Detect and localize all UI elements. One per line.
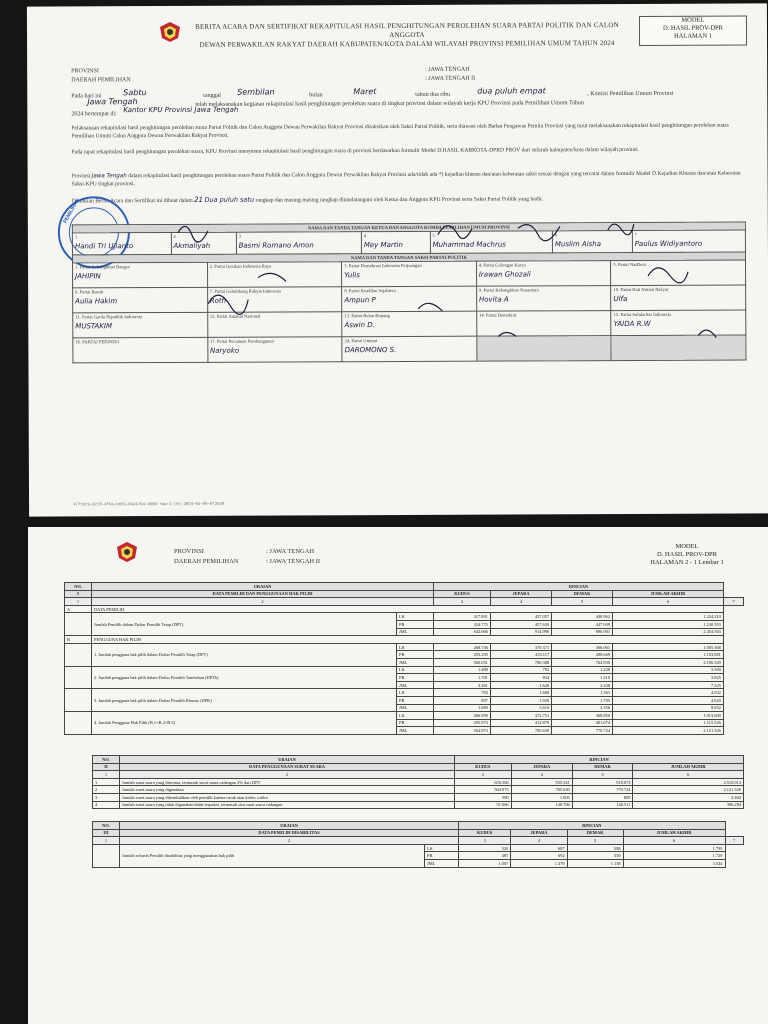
value-cell: 1.795 [623, 844, 725, 852]
value-cell: 2.106.349 [613, 658, 724, 666]
index-cell: 7 [723, 598, 743, 606]
saksi-party-label: 5. Partai NasDem [613, 261, 646, 268]
saksi-name: JAHIPIN [75, 272, 101, 281]
value-cell: 457.057 [490, 613, 551, 621]
t2-h-jumlah: JUMLAH AKHIR [633, 763, 744, 771]
saksi-name: MUSTAKIM [75, 322, 113, 331]
row-sex-code: PR [397, 696, 434, 704]
provinsi-handwritten: Jawa Tengah [87, 97, 138, 107]
value-cell: 1.561 [552, 689, 613, 697]
value-cell: 7.325 [613, 681, 724, 689]
index-cell: 2 [92, 598, 434, 606]
t3-h-kudus: KUDUS [459, 829, 511, 837]
value-cell: 2.404 [633, 793, 744, 801]
row-no [65, 643, 92, 666]
row-no [93, 844, 120, 867]
value-cell: 386.284 [633, 801, 744, 809]
saksi-name: Aulia Hakim [75, 297, 118, 306]
value-cell: 412.879 [490, 719, 551, 727]
value-cell: 2.121.326 [633, 786, 744, 794]
row-label: 3. Jumlah pengguna hak pilih dalam Daftar Pemilih Khusus (DPK) [92, 689, 397, 712]
index-cell: 5 [552, 598, 613, 606]
row-no [65, 613, 92, 636]
saksi-party-label: 16. PARTAI PERINDO [75, 339, 119, 345]
value-cell: 564.973 [455, 786, 512, 794]
row-sex-code: PR [425, 852, 459, 860]
value-cell: 366.061 [552, 643, 613, 651]
kpu-member-no: 4 [363, 233, 367, 239]
index-cell: 1 [65, 598, 92, 606]
tanggal-value: Sembilan [237, 87, 275, 97]
value-cell: 487 [459, 852, 511, 860]
paragraph-2: Pada rapat rekapitulasi hasil penghitungan perolehan suara, KPU Provinsi menyusun rekapitulasi hasil penghitungan suara di provinsi berdasarkan formulir Model D.HASIL KABKOTA-DPRD PROV dari seluruh kabupaten/kota dalam wilayah provinsi. [71, 146, 640, 156]
tahun-value: dua puluh empat [477, 86, 546, 96]
row-label: 2. Jumlah pengguna hak pilih dalam Daftar Pemilih Tambahan (DPTb) [92, 666, 397, 689]
p2-provinsi-value: : JAWA TENGAH [266, 548, 315, 555]
t1-h-no: NO. [65, 583, 92, 591]
saksi-party-label: 15. Partai Solidaritas Indonesia [613, 311, 672, 318]
value-cell: 914.996 [490, 628, 551, 636]
row-no [65, 712, 92, 735]
value-cell: 370.371 [490, 643, 551, 651]
value-cell: 1.480 [434, 666, 491, 674]
value-cell: 809 [572, 793, 633, 801]
value-cell: 1.007 [459, 859, 511, 867]
value-cell: 401.674 [552, 719, 613, 727]
value-cell: 447.939 [552, 620, 613, 628]
value-cell: 372.751 [490, 712, 551, 720]
t1-h-demak: DEMAK [552, 590, 613, 598]
kpu-member-no: 2 [173, 233, 176, 239]
surat-suara-row [93, 793, 744, 801]
value-cell: 656.566 [455, 778, 512, 786]
value-cell: 148.706 [511, 801, 572, 809]
value-cell: 1.230.353 [613, 620, 724, 628]
row-sex-code: JML [425, 859, 459, 867]
t1-h-uraian: URAIAN [92, 583, 434, 591]
value-cell: 896.901 [552, 628, 613, 636]
saksi-party-label: 2. Partai Gerakan Indonesia Raya [209, 263, 272, 269]
value-cell: 1.210 [552, 674, 613, 682]
kpu-member-no: 7 [634, 231, 637, 237]
kpu-member-name: Muhammad Machrus [432, 240, 506, 249]
value-cell: 918.073 [572, 778, 633, 786]
tempat-value: Kantor KPU Provinsi Jawa Tengah [123, 105, 239, 115]
row-no: 2 [93, 786, 120, 794]
t2-h-no: NO. [93, 756, 120, 764]
value-cell: 368.850 [552, 712, 613, 720]
value-cell: 692 [511, 852, 567, 860]
value-cell: 687 [511, 844, 567, 852]
model-box: MODEL D. HASIL PROV-DPR HALAMAN 1 [639, 15, 747, 45]
t1-index-row [65, 598, 744, 606]
t3-h-no: NO. [93, 822, 120, 830]
row-label: Jumlah surat suara yang digunakan [120, 786, 455, 794]
value-cell: 1.379 [511, 859, 567, 867]
value-cell: 785.630 [490, 727, 551, 735]
data-row [65, 666, 744, 674]
signature-strokes [88, 215, 759, 378]
t3-h-sub-no: III [93, 829, 120, 837]
value-cell: 266.999 [434, 712, 491, 720]
saksi-party-label: 4. Partai Golongan Karya [478, 262, 526, 268]
saksi-name: DAROMONO S. [344, 346, 397, 355]
t1-h-jumlah: JUMLAH AKHIR [613, 590, 724, 598]
saksi-party-label: 14. Partai Demokrat [479, 312, 517, 318]
value-cell: 2.121.326 [613, 727, 724, 735]
t2-h-kudus: KUDUS [455, 763, 512, 771]
bulan-value: Maret [353, 87, 377, 97]
t1-sec-b: PENGGUNA HAK PILIH [92, 636, 724, 644]
t3-h-jepara: JEPARA [511, 829, 567, 837]
index-cell: 6 [613, 598, 724, 606]
saksi-party-label: 3. Partai Demokrasi Indonesia Perjuangan [344, 262, 422, 269]
value-cell: 1.680 [434, 704, 491, 712]
page-2-sheet [28, 527, 768, 1024]
daerah-label: DAERAH PEMILIHAN [71, 77, 131, 84]
t1-h-kudus: KUDUS [434, 590, 491, 598]
kpu-member-name: Basmi Romano Amon [238, 241, 314, 250]
row-label: 4. Jumlah Pengguna Hak Pilih (B.1+B.2+B.3) [92, 712, 397, 735]
row-no [65, 689, 92, 712]
intro-label: Pada hari ini [71, 93, 102, 100]
value-cell: 4.032 [613, 689, 724, 697]
t1-sec-a: DATA PEMILIH [92, 605, 724, 613]
row-sex-code: JML [397, 681, 434, 689]
value-cell: 1.005 [511, 793, 572, 801]
document-id: 4771bc9-8270-4f9a-b653-84a1794-9586-raw-1-(0)-2024-03-09-073528 [73, 502, 225, 508]
kpu-logo-icon-2 [116, 541, 138, 563]
index-cell: 4 [511, 771, 572, 779]
saksi-name: Roth [209, 296, 227, 305]
data-row [65, 613, 744, 621]
value-cell: 642.666 [434, 628, 491, 636]
surat-suara-row [93, 786, 744, 794]
row-sex-code: LK [397, 643, 434, 651]
value-cell: 2.454.563 [613, 628, 724, 636]
saksi-name: Naryoko [209, 346, 240, 355]
value-cell: 897 [434, 696, 491, 704]
saksi-name: Yulis [344, 271, 360, 280]
saksi-party-label: 1. Partai Kebangkitan Bangsa [75, 264, 130, 270]
t3-h-demak: DEMAK [567, 829, 623, 837]
value-cell: 785.630 [511, 786, 572, 794]
t2-index-row [93, 771, 744, 779]
index-cell: 5 [567, 837, 623, 845]
index-cell: 2 [120, 837, 459, 845]
saksi-name: Aswin D. [344, 321, 375, 330]
komisi-text: , Komisi Pemilihan Umum Provinsi [587, 90, 674, 98]
value-cell: 91.066 [455, 801, 512, 809]
row-sex-code: LK [397, 712, 434, 720]
value-cell: 1.928 [490, 696, 551, 704]
value-cell: 324.775 [434, 620, 491, 628]
value-cell: 317.891 [434, 613, 491, 621]
t2-h-jepara: JEPARA [511, 763, 572, 771]
kpu-table-title: NAMA DAN TANDA TANGAN KETUA DAN ANGGOTA KOMISI PEMILIHAN UMUM PROVINSI [72, 222, 745, 233]
index-cell: 3 [455, 771, 512, 779]
saksi-name: Ampun P [344, 296, 376, 305]
value-cell: 4.620 [613, 696, 724, 704]
row-sex-code: PR [397, 651, 434, 659]
t2-h-uraian: URAIAN [120, 756, 455, 764]
value-cell: 1.103.081 [613, 651, 724, 659]
t2-h-rincian: RINCIAN [455, 756, 744, 764]
index-cell: 4 [490, 598, 551, 606]
tanggal-label: tanggal [203, 92, 221, 99]
value-cell: 146.511 [572, 801, 633, 809]
value-cell: 560.031 [434, 658, 491, 666]
p2-provinsi-label: PROVINSI [174, 548, 204, 555]
saksi-name: Hovita A [478, 295, 509, 304]
saksi-party-label: 11. Partai Garda Republik Indonesia [75, 314, 143, 320]
row-label: 1. Jumlah pengguna hak pilih dalam Daftar Pemilih Tetap (DPT) [92, 643, 397, 666]
row-label: Jumlah seluruh Pemilih disabilitas yang menggunakan hak pilih [120, 844, 425, 867]
value-cell: 1.138 [567, 859, 623, 867]
saksi-party-label: 10. Partai Hati Nurani Rakyat [613, 286, 669, 293]
value-cell: 1.224.210 [613, 613, 724, 621]
page-1-sheet [27, 3, 768, 516]
row-label: Jumlah Pemilih dalam Daftar Pemilih Tetap (DPT) [92, 613, 397, 636]
kpu-member-name: Akmaliyah [173, 241, 211, 250]
t1-h-jepara: JEPARA [490, 590, 551, 598]
t2-h-demak: DEMAK [572, 763, 633, 771]
saksi-party-label: 7. Partai Gelombang Rakyat Indonesia [209, 288, 281, 294]
saksi-party-label: 24. Partai Ummat [344, 338, 378, 344]
saksi-party-label: 9. Partai Kebangkitan Nusantara [478, 287, 539, 293]
p2-daerah-value: : JAWA TENGAH II [266, 558, 321, 565]
row-sex-code: JML [397, 704, 434, 712]
row-no: 1 [93, 778, 120, 786]
p2-model-box: MODEL D. HASIL PROV-DPR HALAMAN 2 - 1 Lembar 1 [650, 543, 724, 566]
t2-h-sub-no: II [93, 763, 120, 771]
value-cell: 410.117 [490, 651, 551, 659]
saksi-party-label: 8. Partai Keadilan Sejahtera [344, 288, 396, 294]
row-no: 4 [93, 801, 120, 809]
index-cell: 2 [120, 771, 455, 779]
value-cell: 783 [434, 689, 491, 697]
t1-h-rincian: RINCIAN [434, 583, 724, 591]
saksi-party-label: 6. Partai Buruh [75, 289, 104, 295]
table-disabilitas [92, 821, 744, 868]
value-cell: 1.013.600 [613, 712, 724, 720]
value-cell: 1.729 [623, 852, 725, 860]
value-cell: 457.639 [490, 620, 551, 628]
data-row [65, 689, 744, 697]
value-cell: 1.228 [552, 666, 613, 674]
value-cell: 448.962 [552, 613, 613, 621]
saksi-party-label: 17. Partai Persatuan Pembangunan [209, 338, 274, 344]
index-cell: 1 [93, 837, 120, 845]
tahun-label: tahun dua ribu [415, 91, 450, 98]
bulan-label: bulan [309, 92, 323, 99]
paragraph-1: Pelaksanaan rekapitulasi hasil penghitungan perolehan suara Partai Politik dan Calon Anggota Dewan Perwakilan Rakyat Provinsi disaksikan oleh Saksi Partai Politik, serta diawasi oleh Badan Pengawas Pemilu Provinsi yang turut melaksanakan rekapitulasi hasil penghitungan perolehan suara Pemilihan Umum Calon Anggota Dewan Perwakilan Rakyat Provinsi. [71, 122, 729, 140]
row-sex-code: LK [425, 844, 459, 852]
value-cell: 295.973 [434, 719, 491, 727]
table-data-pemilih [64, 582, 744, 735]
data-row [65, 712, 744, 720]
value-cell: 770.724 [552, 727, 613, 735]
value-cell: 770.724 [572, 786, 633, 794]
kpu-member-name: Muslim Aisha [554, 240, 602, 249]
t3-h-sub-uraian: DATA PEMILIH DISABILITAS [120, 829, 459, 837]
row-label: Jumlah surat suara yang diterima, termasuk surat suara cadangan 2% dari DPT [120, 778, 455, 786]
t3-h-rincian: RINCIAN [459, 822, 725, 830]
value-cell: 3.356 [552, 704, 613, 712]
kpu-member-name: Handi Tri Ujianto [74, 242, 134, 251]
index-cell: 1 [93, 771, 120, 779]
row-sex-code: LK [397, 666, 434, 674]
daerah-value: : JAWA TENGAH II [425, 75, 476, 82]
t2-h-sub-uraian: DATA PENGGUNAAN SURAT SUARA [120, 763, 455, 771]
value-cell: 268.736 [434, 643, 491, 651]
row-no: 3 [93, 793, 120, 801]
saksi-name: YAIDA R.W [613, 319, 651, 329]
t3-index-row [93, 837, 744, 845]
t1-sec-a-no: A [65, 605, 92, 613]
intro-line2: telah melaksanakan kegiatan rekapitulasi hasil penghitungan perolehan suara di tingkat provinsi dalam wilayah kerja KPU Provinsi pada Pemilihan Umum Tahun [195, 100, 584, 108]
t1-sec-b-no: B [65, 636, 92, 644]
surat-suara-row [93, 801, 744, 809]
provinsi-value: : JAWA TENGAH [425, 66, 470, 73]
surat-suara-row [93, 778, 744, 786]
value-cell: 1.688 [490, 689, 551, 697]
value-cell: 3.616 [490, 704, 551, 712]
value-cell: 792 [490, 666, 551, 674]
value-cell: 780.388 [490, 658, 551, 666]
value-cell: 564.973 [434, 727, 491, 735]
kpu-member-no: 3 [238, 233, 241, 239]
index-cell: 6 [633, 771, 744, 779]
kpu-member-name: Mey Martin [363, 240, 403, 250]
kpu-member-name: Paulus Widiyantoro [634, 239, 703, 248]
value-cell: 935.341 [511, 778, 572, 786]
t3-h-jumlah: JUMLAH AKHIR [623, 829, 725, 837]
value-cell: 3.261 [434, 681, 491, 689]
value-cell: 590 [455, 793, 512, 801]
row-sex-code: LK [397, 689, 434, 697]
index-cell: 5 [572, 771, 633, 779]
value-cell: 288.669 [552, 651, 613, 659]
value-cell: 550 [567, 852, 623, 860]
row-sex-code: JML [397, 727, 434, 735]
value-cell: 3.524 [623, 859, 725, 867]
value-cell: 1.115.526 [613, 719, 724, 727]
index-cell: 4 [511, 837, 567, 845]
provinsi-label: PROVINSI [71, 68, 99, 75]
paragraph-4: Demikian Berita Acara dan Sertifikat ini dibuat dalam 21 Dua puluh satu rangkap dan masing-masing rangkap ditandatangani oleh Ketua dan Anggota KPU Provinsi serta Saksi Partai Politik yang hadir. [71, 195, 544, 205]
index-cell: 6 [623, 837, 725, 845]
data-row [65, 643, 744, 651]
value-cell: 2.510.014 [633, 778, 744, 786]
row-sex-code: JML [397, 658, 434, 666]
row-no [65, 666, 92, 689]
saksi-name: Irawan Ghozali [478, 270, 531, 279]
row-sex-code: PR [397, 719, 434, 727]
saksi-name: Ulfa [613, 294, 628, 304]
value-cell: 588 [567, 844, 623, 852]
index-cell: 3 [434, 598, 491, 606]
saksi-party-label: 12. Partai Amanat Nasional [209, 313, 261, 319]
value-cell: 1.626 [490, 681, 551, 689]
hari-value: Sabtu [123, 88, 147, 98]
value-cell: 2.438 [552, 681, 613, 689]
p2-daerah-label: DAERAH PEMILIHAN [174, 558, 239, 565]
table-surat-suara [92, 755, 744, 809]
stamp-text: PEMILIHAN [62, 197, 82, 225]
row-sex-code: PR [397, 674, 434, 682]
value-cell: 1.005.368 [613, 643, 724, 651]
kpu-member-no: 6 [554, 232, 558, 238]
paragraph-3: Provinsi Jawa Tengah dalam rekapitulasi hasil penghitungan perolehan suara Partai Politik dan Calon Anggota Dewan Perwakilan Rakyat Provinsi ada/tidak ada *) kejadian khusus dan/atau keberatan saksi sesuai dengan yang tercatat dalam formulir Model D.Kejadian Khusus dan/atau Keberatan Saksi-KPU tingkat provinsi. [71, 170, 741, 188]
t1-h-sub-uraian: DATA PEMILIH DAN PENGGUNAAN HAK PILIH [92, 590, 434, 598]
kpu-member-no: 5 [432, 232, 435, 238]
index-cell: 7 [725, 837, 744, 845]
row-label: Jumlah surat suara yang tidak digunakan/tidak terpakai, termasuk sisa surat suara cadangan [120, 801, 455, 809]
value-cell: 3.500 [613, 666, 724, 674]
t3-h-uraian: URAIAN [120, 822, 459, 830]
value-cell: 293.295 [434, 651, 491, 659]
row-sex-code: JML [397, 628, 434, 636]
row-sex-code: PR [397, 620, 434, 628]
saksi-table-title: NAMA DAN TANDA TANGAN SAKSI PARTAI POLITIK [72, 252, 745, 263]
data-row [93, 844, 744, 852]
value-cell: 1.795 [552, 696, 613, 704]
value-cell: 834 [490, 674, 551, 682]
value-cell: 3.825 [613, 674, 724, 682]
page1-title: BERITA ACARA DAN SERTIFIKAT REKAPITULASI HASIL PENGHITUNGAN PEROLEHAN SUARA PARTAI POLITIK DAN CALON ANGGOTA DEWAN PERWAKILAN RAKYAT DAERAH KABUPATEN/KOTA DALAM WILAYAH PROVINSI PEMILIHAN UMUM TAHUN 2024 [195, 21, 619, 49]
value-cell: 1.781 [434, 674, 491, 682]
intro-line3: 2024 bertempat di: [71, 111, 117, 118]
t1-h-sub-no: I [65, 590, 92, 598]
value-cell: 520 [459, 844, 511, 852]
row-sex-code: LK [397, 613, 434, 621]
saksi-party-label: 13. Partai Bulan Bintang [344, 313, 390, 319]
value-cell: 764.930 [552, 658, 613, 666]
kpu-member-no: 1 [74, 234, 78, 240]
value-cell: 8.652 [613, 704, 724, 712]
row-label: Jumlah surat suara yang dikembalikan oleh pemilih karena rusak atau keliru coblos [120, 793, 455, 801]
index-cell: 3 [459, 837, 511, 845]
